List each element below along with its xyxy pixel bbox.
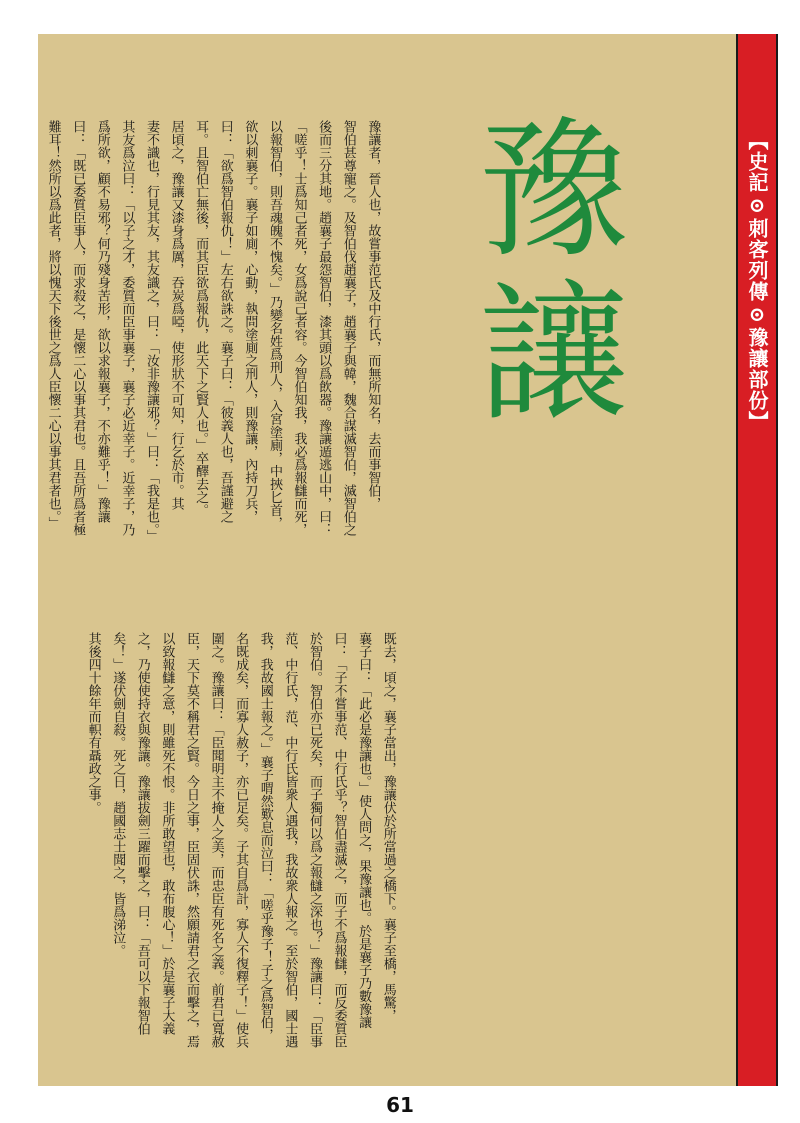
lower_columns-column: 矣！」遂伏劍自殺。死之日，趙國志士聞之，皆爲涕泣。 [110, 632, 126, 957]
upper_columns-column: 爲所欲，顧不易邪？何乃殘身苦形，欲以求報襄子，不亦難乎！」豫讓 [94, 120, 110, 523]
upper_columns-column: 難耳！然所以爲此者，將以愧天下後世之爲人臣懷二心以事其君者也。」 [45, 120, 61, 530]
lower_columns-column: 其後四十餘年而軹有聶政之事。 [85, 632, 101, 814]
upper_columns-column: 其友爲泣曰：「以子之才，委質而臣事襄子，襄子必近幸子。近幸子，乃 [119, 120, 135, 536]
body-text-upper [40, 120, 384, 580]
lower_columns-column: 我，我故國士報之。」襄子喟然歎息而泣曰：「嗟乎豫子！子之爲智伯， [257, 632, 273, 1042]
page-number: 61 [386, 1093, 414, 1117]
lower_columns-column: 於智伯。智伯亦已死矣，而子獨何以爲之報讎之深也？」豫讓曰：「臣事 [306, 632, 322, 1048]
upper_columns-column: 豫讓者，晉人也，故嘗事范氏及中行氏，而無所知名，去而事智伯， [365, 120, 381, 510]
lower_columns-column: 范、中行氏，范、中行氏皆衆人遇我，我故衆人報之。至於智伯，國士遇 [282, 632, 298, 1048]
upper_columns-column: 智伯甚尊寵之。及智伯伐趙襄子，趙襄子與韓，魏合謀滅智伯，滅智伯之 [340, 120, 356, 536]
upper_columns-column: 欲以刺襄子。襄子如廁，心動，執問塗廁之刑人，則豫讓，內持刀兵， [242, 120, 258, 523]
upper_columns-column: 曰：「既已委質臣事人，而求殺之，是懷二心以事其君也。且吾所爲者極 [70, 120, 86, 536]
lower_columns-column: 之，乃使使持衣與豫讓。豫讓拔劍三躍而擊之，曰：「吾可以下報智伯 [134, 632, 150, 1035]
lower_columns-column: 以致報讎之意，則雖死不恨。非所敢望也，敢布腹心！」於是襄子大義 [159, 632, 175, 1035]
lower_columns-column: 圍之。豫讓曰：「臣聞明主不掩人之美，而忠臣有死名之義。前君已寬赦 [208, 632, 224, 1048]
lower_columns-column: 襄子曰：「此必是豫讓也。」使人問之，果豫讓也。於是襄子乃數豫讓 [356, 632, 372, 1029]
upper_columns-column: 以報智伯，則吾魂魄不愧矣。」乃變名姓爲刑人，入宮塗廁，中挾匕首， [266, 120, 282, 530]
upper_columns-column: 妻不識也，行見其友，其友識之，曰：「汝非豫讓邪？」曰：「我是也。」 [143, 120, 159, 543]
body-text-lower [80, 632, 400, 1072]
section-label: 【史記⊙刺客列傳⊙豫讓部份】 [745, 130, 769, 432]
upper_columns-column: 「嗟乎！士爲知己者死，女爲說己者容。今智伯知我，我必爲報讎而死， [291, 120, 307, 536]
upper_columns-column: 耳。且智伯亡無後，而其臣欲爲報仇，此天下之賢人也。」卒醳去之。 [193, 120, 209, 517]
lower_columns-column: 名既成矣，而寡人赦子，亦已足矣。子其自爲計，寡人不復釋子！」使兵 [233, 632, 249, 1048]
upper_columns-column: 後而三分其地。趙襄子最怨智伯，漆其頭以爲飲器。豫讓遁逃山中，曰： [316, 120, 332, 536]
lower_columns-column: 既去，頃之，襄子當出，豫讓伏於所當過之橋下。襄子至橋，馬驚， [380, 632, 396, 1022]
lower_columns-column: 臣，天下莫不稱君之賢。今日之事，臣固伏誅，然願請君之衣而擊之，焉 [183, 632, 199, 1048]
upper_columns-column: 曰：「欲爲智伯報仇！」左右欲誅之。襄子曰：「彼義人也，吾謹避之 [217, 120, 233, 523]
upper_columns-column: 居頃之，豫讓又漆身爲厲，吞炭爲啞，使形狀不可知，行乞於市。其 [168, 120, 184, 510]
page-title: 豫讓 [453, 110, 627, 438]
section-sidebar [736, 34, 778, 1086]
lower_columns-column: 曰：「子不嘗事范、中行氏乎？智伯盡滅之，而子不爲報讎，而反委質臣 [331, 632, 347, 1048]
